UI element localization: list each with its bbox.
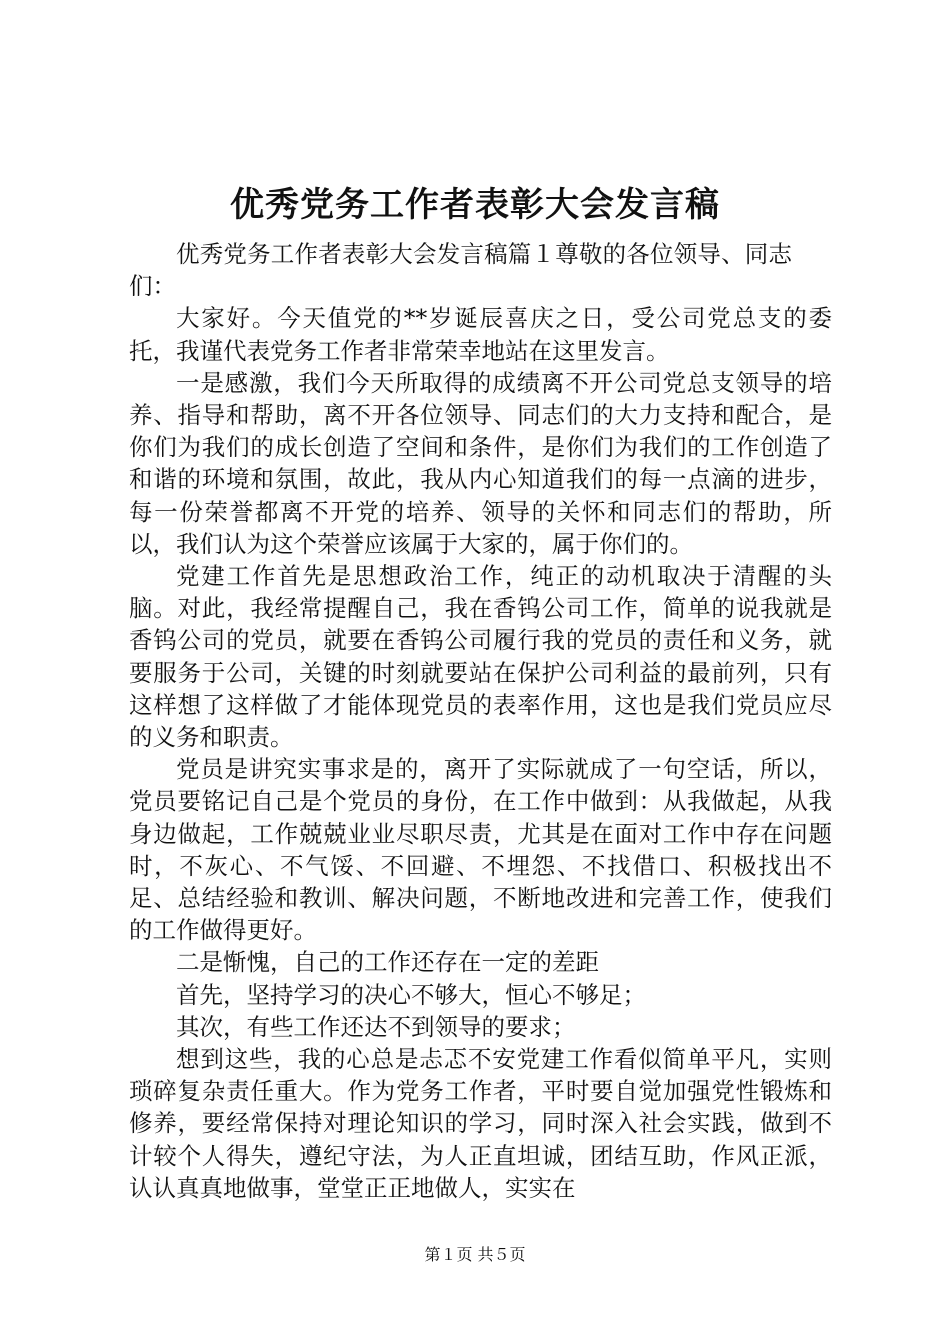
paragraph-greeting: 大家好。今天值党的**岁诞辰喜庆之日，受公司党总支的委托，我谨代表党务工作者非常荣幸地站在这里发言。 bbox=[129, 304, 832, 365]
paragraph-gratitude: 一是感激，我们今天所取得的成绩离不开公司党总支领导的培养、指导和帮助，离不开各位领导、同志们的大力支持和配合，是你们为我们的成长创造了空间和条件，是你们为我们的工作创造了和谐的环境和氛围，故此，我从内心知道我们的每一点滴的进步，每一份荣誉都离不开党的培养、领导的关怀和同志们的帮助，所以，我们认为这个荣誉应该属于大家的，属于你们的。 bbox=[129, 368, 832, 558]
paragraph-first: 首先，坚持学习的决心不够大，恒心不够足； bbox=[176, 980, 646, 1009]
paragraph-party-member: 党员是讲究实事求是的，离开了实际就成了一句空话，所以，党员要铭记自己是个党员的身份，在工作中做到：从我做起，从我身边做起，工作兢兢业业尽职尽责，尤其是在面对工作中存在问题时，不灰心、不气馁、不回避、不埋怨、不找借口、积极找出不足、总结经验和教训、解决问题，不断地改进和完善工作，使我们的工作做得更好。 bbox=[129, 755, 832, 945]
document-body bbox=[129, 238, 832, 1204]
paragraph-second: 其次，有些工作还达不到领导的要求； bbox=[176, 1012, 576, 1041]
paragraph-party-building: 党建工作首先是思想政治工作，纯正的动机取决于清醒的头脑。对此，我经常提醒自己，我在香钨公司工作，简单的说我就是香钨公司的党员，就要在香钨公司履行我的党员的责任和义务，就要服务于公司，关键的时刻就要站在保护公司利益的最前列，只有这样想了这样做了才能体现党员的表率作用，这也是我们党员应尽的义务和职责。 bbox=[129, 562, 832, 752]
document-title: 优秀党务工作者表彰大会发言稿 bbox=[230, 185, 720, 225]
paragraph-reflection: 想到这些，我的心总是忐忑不安党建工作看似简单平凡，实则琐碎复杂责任重大。作为党务工作者，平时要自觉加强党性锻炼和修养，要经常保持对理论知识的学习，同时深入社会实践，做到不计较个人得失，遵纪守法，为人正直坦诚，团结互助，作风正派，认认真真地做事，堂堂正正地做人，实实在 bbox=[129, 1045, 832, 1202]
page-number-footer: 第１页 共５页 bbox=[424, 1245, 526, 1264]
paragraph-opening: 优秀党务工作者表彰大会发言稿篇１尊敬的各位领导、同志们： bbox=[129, 240, 792, 301]
paragraph-shortcomings: 二是惭愧，自己的工作还存在一定的差距 bbox=[176, 948, 599, 977]
